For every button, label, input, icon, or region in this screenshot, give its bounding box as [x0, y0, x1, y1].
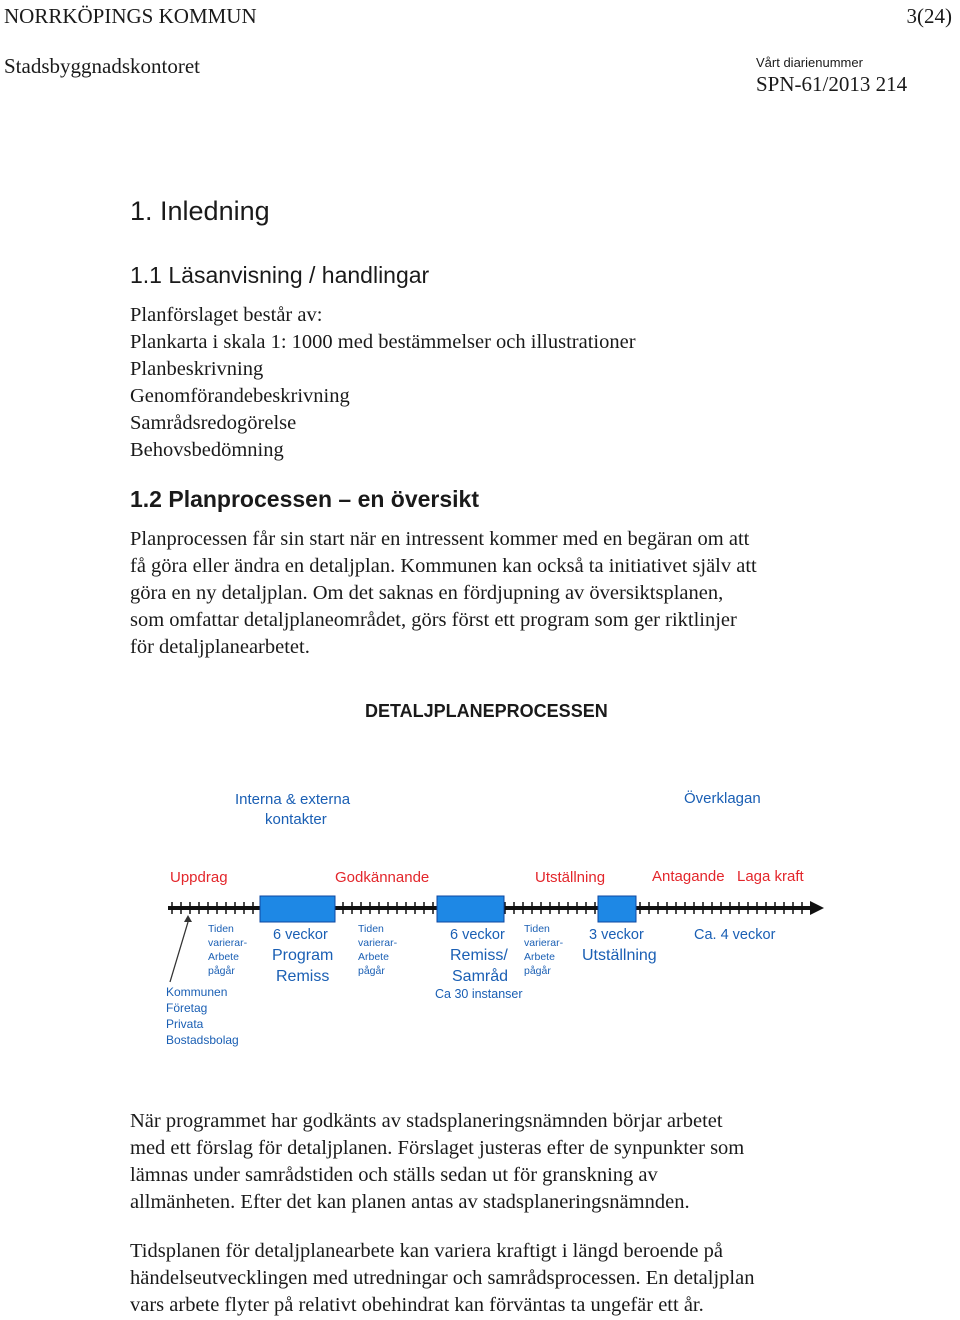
tiden-3-line2: varierar- [524, 937, 564, 949]
phase3-label: Utställning [582, 947, 657, 964]
phase1-duration: 6 veckor [273, 927, 328, 943]
department-name: Stadsbyggnadskontoret [4, 54, 200, 78]
milestone-godkannande: Godkännande [335, 869, 430, 886]
paragraph-line: med ett förslag för detaljplanen. Förslaget justeras efter de synpunkter som [130, 1137, 745, 1159]
intro-paragraph [130, 526, 757, 661]
phase-box-utstallning [598, 896, 636, 922]
paragraph-2 [130, 1108, 744, 1216]
list-line: Planförslaget består av: [130, 304, 323, 326]
organization-name: NORRKÖPINGS KOMMUN [4, 4, 257, 28]
tiden-2-line4: pågår [358, 965, 385, 977]
paragraph-line: som omfattar detaljplaneområdet, görs först ett program som ger riktlinjer [130, 609, 737, 631]
paragraph-line: göra en ny detaljplan. Om det saknas en fördjupning av översiktsplanen, [130, 582, 724, 604]
initiator-pointer-arrowhead [184, 915, 192, 922]
tiden-3-line3: Arbete [524, 951, 555, 963]
initiator-pointer-line [170, 922, 188, 982]
tiden-1-line2: varierar- [208, 937, 248, 949]
list-line: Genomförandebeskrivning [130, 385, 350, 407]
diagram-title: DETALJPLANEPROCESSEN [365, 701, 608, 721]
phase2-label2: Samråd [452, 968, 509, 985]
phase2-label1: Remiss/ [450, 947, 508, 964]
paragraph-line: händelseutvecklingen med utredningar och samrådsprocessen. En detaljplan [130, 1267, 755, 1289]
tiden-2-line3: Arbete [358, 951, 389, 963]
tiden-2-line1: Tiden [358, 923, 384, 935]
appeal-label: Överklagan [684, 790, 761, 807]
phase2-duration: 6 veckor [450, 927, 505, 943]
section-1-heading: 1. Inledning [130, 196, 270, 226]
page-number: 3(24) [906, 4, 952, 28]
paragraph-line: Tidsplanen för detaljplanearbete kan variera kraftigt i längd beroende på [130, 1240, 723, 1262]
list-line: Planbeskrivning [130, 358, 264, 380]
timeline-arrowhead [810, 901, 824, 915]
paragraph-line: för detaljplanearbetet. [130, 636, 310, 658]
tiden-1-line4: pågår [208, 965, 235, 977]
phase2-instances: Ca 30 instanser [435, 987, 523, 1001]
section-1-1-heading: 1.1 Läsanvisning / handlingar [130, 262, 430, 288]
milestone-utstallning: Utställning [535, 869, 606, 886]
paragraph-line: allmänheten. Efter det kan planen antas av stadsplaneringsnämnden. [130, 1191, 690, 1213]
paragraph-line: lämnas under samrådstiden och ställs sedan ut för granskning av [130, 1164, 658, 1186]
list-line: Samrådsredogörelse [130, 412, 297, 434]
tiden-1-line3: Arbete [208, 951, 239, 963]
paragraph-3 [130, 1238, 754, 1319]
reference-number: SPN-61/2013 214 [756, 72, 908, 96]
list-line: Plankarta i skala 1: 1000 med bestämmelser och illustrationer [130, 331, 636, 353]
phase3-duration: 3 veckor [589, 927, 644, 943]
detaljplaneprocessen-diagram [130, 690, 850, 1060]
initiator-privata: Privata [166, 1017, 204, 1031]
internal-contacts-line2: kontakter [265, 811, 327, 828]
tiden-1-line1: Tiden [208, 923, 234, 935]
document-list [130, 302, 636, 464]
initiator-kommunen: Kommunen [166, 985, 228, 999]
phase4-duration: Ca. 4 veckor [694, 927, 776, 943]
phase1-label2: Remiss [276, 968, 330, 985]
list-line: Behovsbedömning [130, 439, 284, 461]
phase1-label1: Program [272, 947, 334, 964]
milestone-antagande: Antagande [652, 868, 725, 885]
initiator-foretag: Företag [166, 1001, 208, 1015]
internal-contacts-line1: Interna & externa [235, 791, 351, 808]
milestone-uppdrag: Uppdrag [170, 869, 228, 886]
phase-box-program [260, 896, 335, 922]
section-1-2-heading: 1.2 Planprocessen – en översikt [130, 486, 480, 512]
milestone-laga-kraft: Laga kraft [737, 868, 804, 885]
tiden-2-line2: varierar- [358, 937, 398, 949]
paragraph-line: vars arbete flyter på relativt obehindrat kan förväntas ta ungefär ett år. [130, 1294, 704, 1316]
paragraph-line: få göra eller ändra en detaljplan. Kommunen kan också ta initiativet själv att [130, 555, 757, 577]
phase-box-samrad [437, 896, 504, 922]
paragraph-line: När programmet har godkänts av stadsplaneringsnämnden börjar arbetet [130, 1110, 723, 1132]
tiden-3-line1: Tiden [524, 923, 550, 935]
initiator-bostadsbolag: Bostadsbolag [166, 1033, 239, 1047]
paragraph-line: Planprocessen får sin start när en intressent kommer med en begäran om att [130, 528, 750, 550]
reference-label: Vårt diarienummer [756, 55, 863, 70]
tiden-3-line4: pågår [524, 965, 551, 977]
